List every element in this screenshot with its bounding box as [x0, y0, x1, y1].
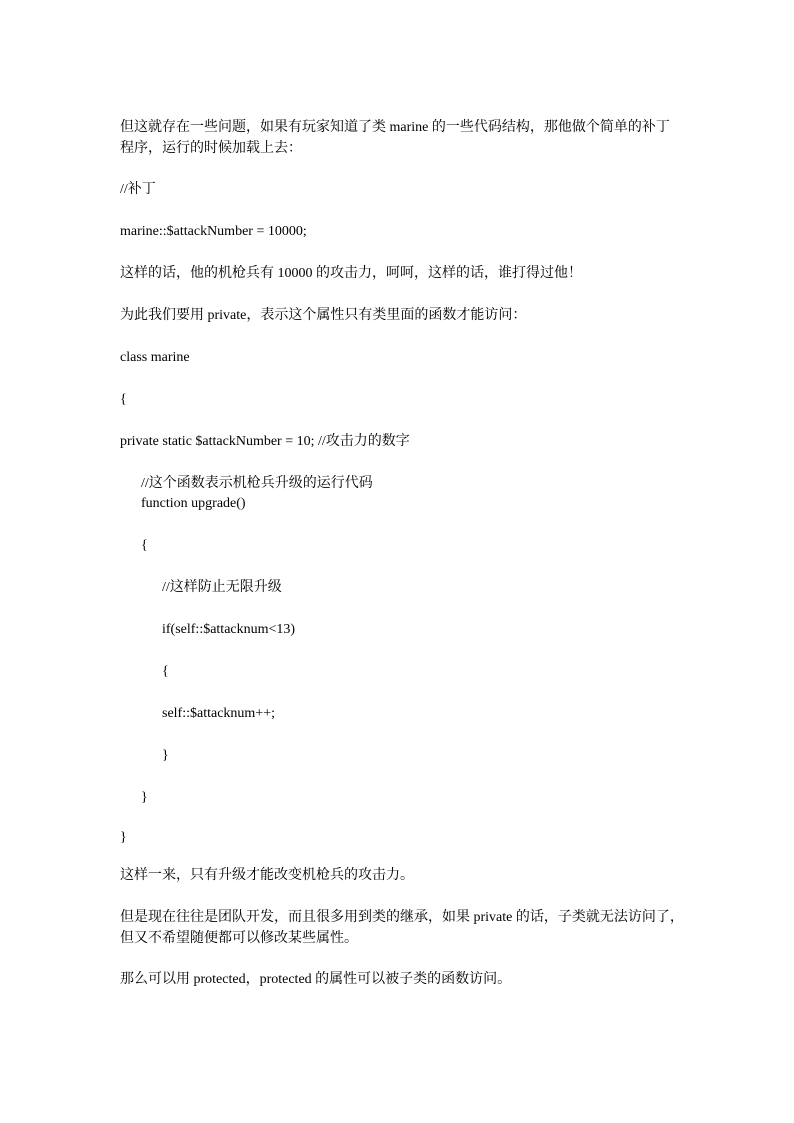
code-comment-limit: //这样防止无限升级 [162, 580, 282, 595]
paragraph-5-line-2: 但又不希望随便都可以修改某些属性。 [120, 931, 358, 946]
paragraph-1-line-2: 程序，运行的时候加载上去： [120, 141, 302, 156]
paragraph-1-line-1: 但这就存在一些问题，如果有玩家知道了类 marine 的一些代码结构，那他做个简单的补丁 [120, 120, 670, 135]
code-open-brace-if: { [162, 664, 169, 679]
code-open-brace-class: { [120, 392, 127, 407]
paragraph-6: 那么可以用 protected，protected 的属性可以被子类的函数访问。 [120, 972, 512, 987]
code-close-brace-if: } [162, 748, 169, 763]
paragraph-2: 这样的话，他的机枪兵有 10000 的攻击力，呵呵，这样的话，谁打得过他！ [120, 266, 582, 281]
code-increment: self::$attacknum++; [162, 706, 275, 721]
paragraph-4: 这样一来，只有升级才能改变机枪兵的攻击力。 [120, 868, 414, 883]
code-function-decl: function upgrade() [141, 496, 246, 511]
paragraph-3: 为此我们要用 private，表示这个属性只有类里面的函数才能访问： [120, 308, 527, 323]
code-comment-function: //这个函数表示机枪兵升级的运行代码 [141, 476, 373, 491]
code-open-brace-function: { [141, 538, 148, 553]
code-assign-attack: marine::$attackNumber = 10000; [120, 224, 307, 239]
code-if-statement: if(self::$attacknum<13) [162, 622, 296, 637]
code-class-decl: class marine [120, 350, 190, 365]
code-close-brace-function: } [141, 790, 148, 805]
code-comment-patch: //补丁 [120, 182, 156, 197]
paragraph-5-line-1: 但是现在往往是团队开发，而且很多用到类的继承，如果 private 的话，子类就无法访问了， [120, 910, 684, 925]
code-private-static: private static $attackNumber = 10; //攻击力的数字 [120, 434, 410, 449]
code-close-brace-class: } [120, 830, 127, 845]
